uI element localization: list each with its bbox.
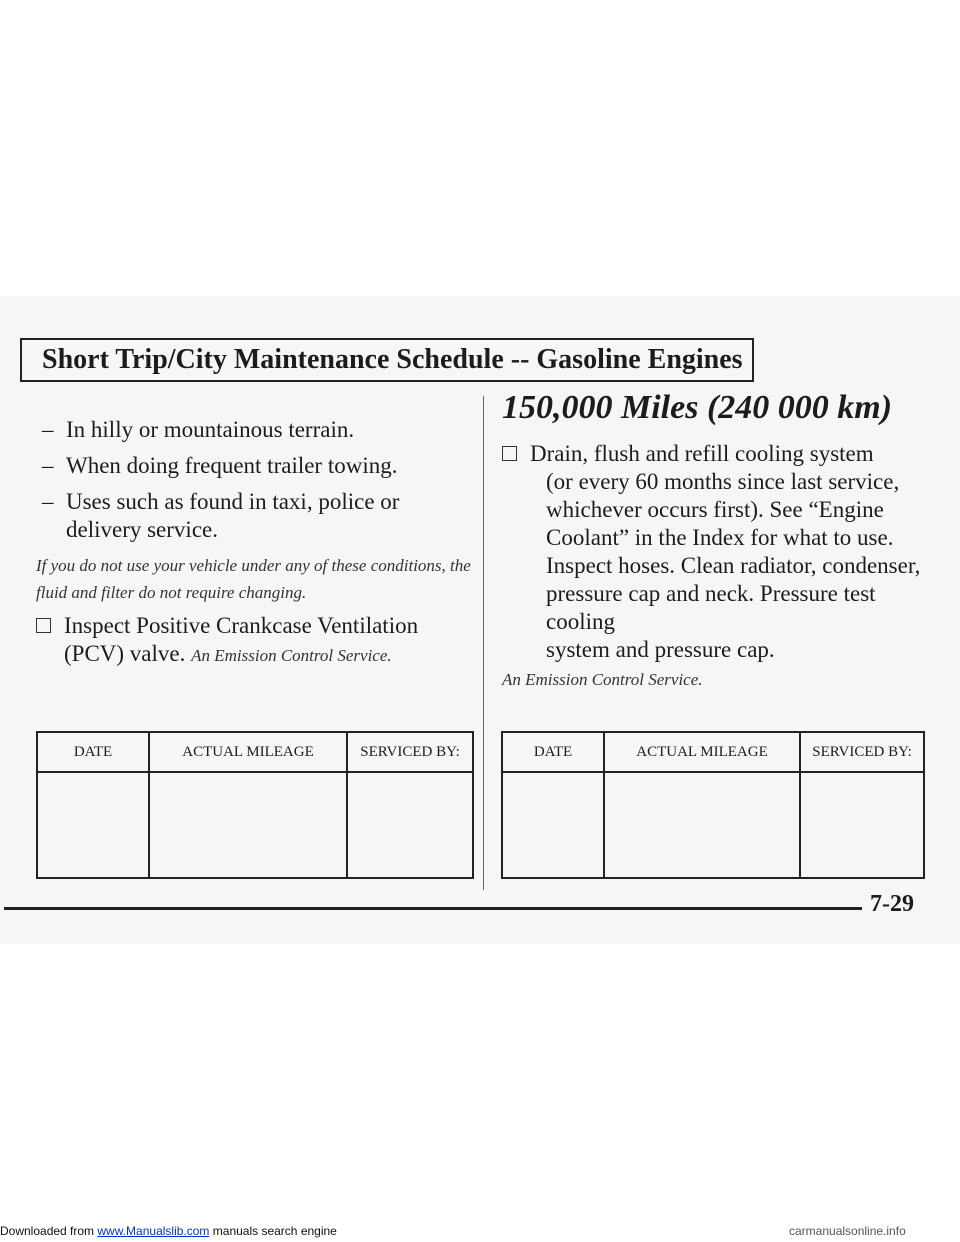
column-header-date: DATE bbox=[502, 732, 604, 772]
column-header-serviced-by: SERVICED BY: bbox=[800, 732, 924, 772]
cooling-check-first-line: Drain, flush and refill cooling system bbox=[530, 441, 874, 466]
section-title: Short Trip/City Maintenance Schedule -- Gasoline Engines bbox=[20, 338, 754, 382]
download-footer: Downloaded from www.Manualslib.com manuals search engine bbox=[0, 1224, 337, 1238]
right-column bbox=[502, 386, 942, 693]
manualslib-link[interactable]: www.Manualslib.com bbox=[97, 1224, 210, 1238]
service-log-table-right bbox=[501, 731, 925, 879]
checkbox-icon[interactable] bbox=[502, 446, 517, 461]
cooling-check-line: Inspect hoses. Clean radiator, condenser, bbox=[546, 553, 921, 578]
column-divider bbox=[483, 396, 484, 890]
mileage-heading: 150,000 Miles (240 000 km) bbox=[502, 389, 893, 426]
cooling-check-item bbox=[502, 440, 942, 664]
conditions-note: If you do not use your vehicle under any of these conditions, the fluid and filter do not require changing. bbox=[36, 556, 471, 602]
emission-note: An Emission Control Service. bbox=[191, 646, 392, 665]
column-header-date: DATE bbox=[37, 732, 149, 772]
mileage-cell[interactable] bbox=[604, 772, 800, 878]
manual-page bbox=[0, 296, 960, 944]
condition-item: – When doing frequent trailer towing. bbox=[42, 453, 398, 478]
pcv-check-text: Inspect Positive Crankcase Ventilation (PCV) valve. bbox=[64, 613, 419, 666]
condition-item: – In hilly or mountainous terrain. bbox=[42, 417, 355, 442]
pcv-check-item bbox=[36, 612, 476, 670]
watermark: carmanualsonline.info bbox=[789, 1224, 906, 1238]
mileage-cell[interactable] bbox=[149, 772, 347, 878]
checkbox-icon[interactable] bbox=[36, 618, 51, 633]
emission-note: An Emission Control Service. bbox=[502, 670, 703, 689]
cooling-check-line: whichever occurs first). See “Engine bbox=[546, 497, 884, 522]
date-cell[interactable] bbox=[502, 772, 604, 878]
column-header-mileage: ACTUAL MILEAGE bbox=[149, 732, 347, 772]
bottom-rule bbox=[4, 907, 862, 910]
date-cell[interactable] bbox=[37, 772, 149, 878]
serviced-by-cell[interactable] bbox=[800, 772, 924, 878]
condition-item: – Uses such as found in taxi, police or delivery service. bbox=[42, 489, 400, 542]
page-number: 7-29 bbox=[870, 891, 914, 917]
left-column bbox=[36, 416, 476, 670]
cooling-check-line: pressure cap and neck. Pressure test cooling bbox=[546, 581, 876, 634]
cooling-check-line: system and pressure cap. bbox=[546, 637, 775, 662]
cooling-check-line: Coolant” in the Index for what to use. bbox=[546, 525, 894, 550]
column-header-mileage: ACTUAL MILEAGE bbox=[604, 732, 800, 772]
serviced-by-cell[interactable] bbox=[347, 772, 473, 878]
service-log-table-left bbox=[36, 731, 474, 879]
cooling-check-line: (or every 60 months since last service, bbox=[546, 469, 900, 494]
column-header-serviced-by: SERVICED BY: bbox=[347, 732, 473, 772]
